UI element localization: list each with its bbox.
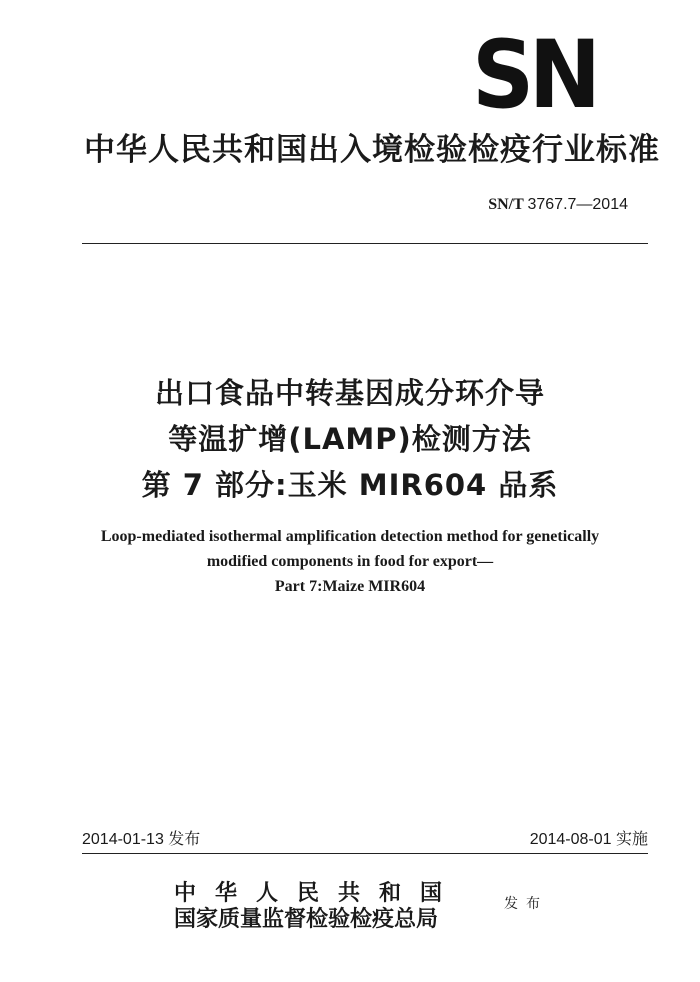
chinese-title-line-1: 出口食品中转基因成分环介导: [154, 376, 545, 410]
chinese-title-line-3: 第 7 部分:玉米 MIR604 品系: [141, 468, 559, 502]
publisher-line-1: 中华人民共和国: [174, 880, 462, 906]
publisher-block: [174, 880, 504, 932]
publish-label: 发布: [504, 896, 548, 912]
chinese-title-line-2: 等温扩增(LAMP)检测方法: [168, 422, 532, 456]
issue-date: 2014-01-13 发布: [82, 831, 201, 848]
footer-divider: [82, 853, 648, 854]
standard-prefix: SN/T: [488, 196, 524, 213]
standard-code: 3767.7—2014: [527, 196, 628, 213]
english-title-line-2: modified components in food for export—: [206, 553, 494, 570]
standard-number: [488, 196, 628, 214]
publisher-line-2: 国家质量监督检验检疫总局: [174, 906, 439, 932]
english-title: [0, 524, 700, 599]
implementation-date: 2014-08-01 实施: [529, 831, 648, 848]
english-title-line-3: Part 7:Maize MIR604: [274, 578, 426, 595]
chinese-title: [0, 370, 700, 508]
english-title-line-1: Loop-mediated isothermal amplification detection method for genetically: [100, 528, 600, 545]
issuing-body-title: 中华人民共和国出入境检验检疫行业标准: [84, 132, 660, 168]
header-divider: [82, 243, 648, 244]
sn-logo: SN: [472, 21, 596, 130]
